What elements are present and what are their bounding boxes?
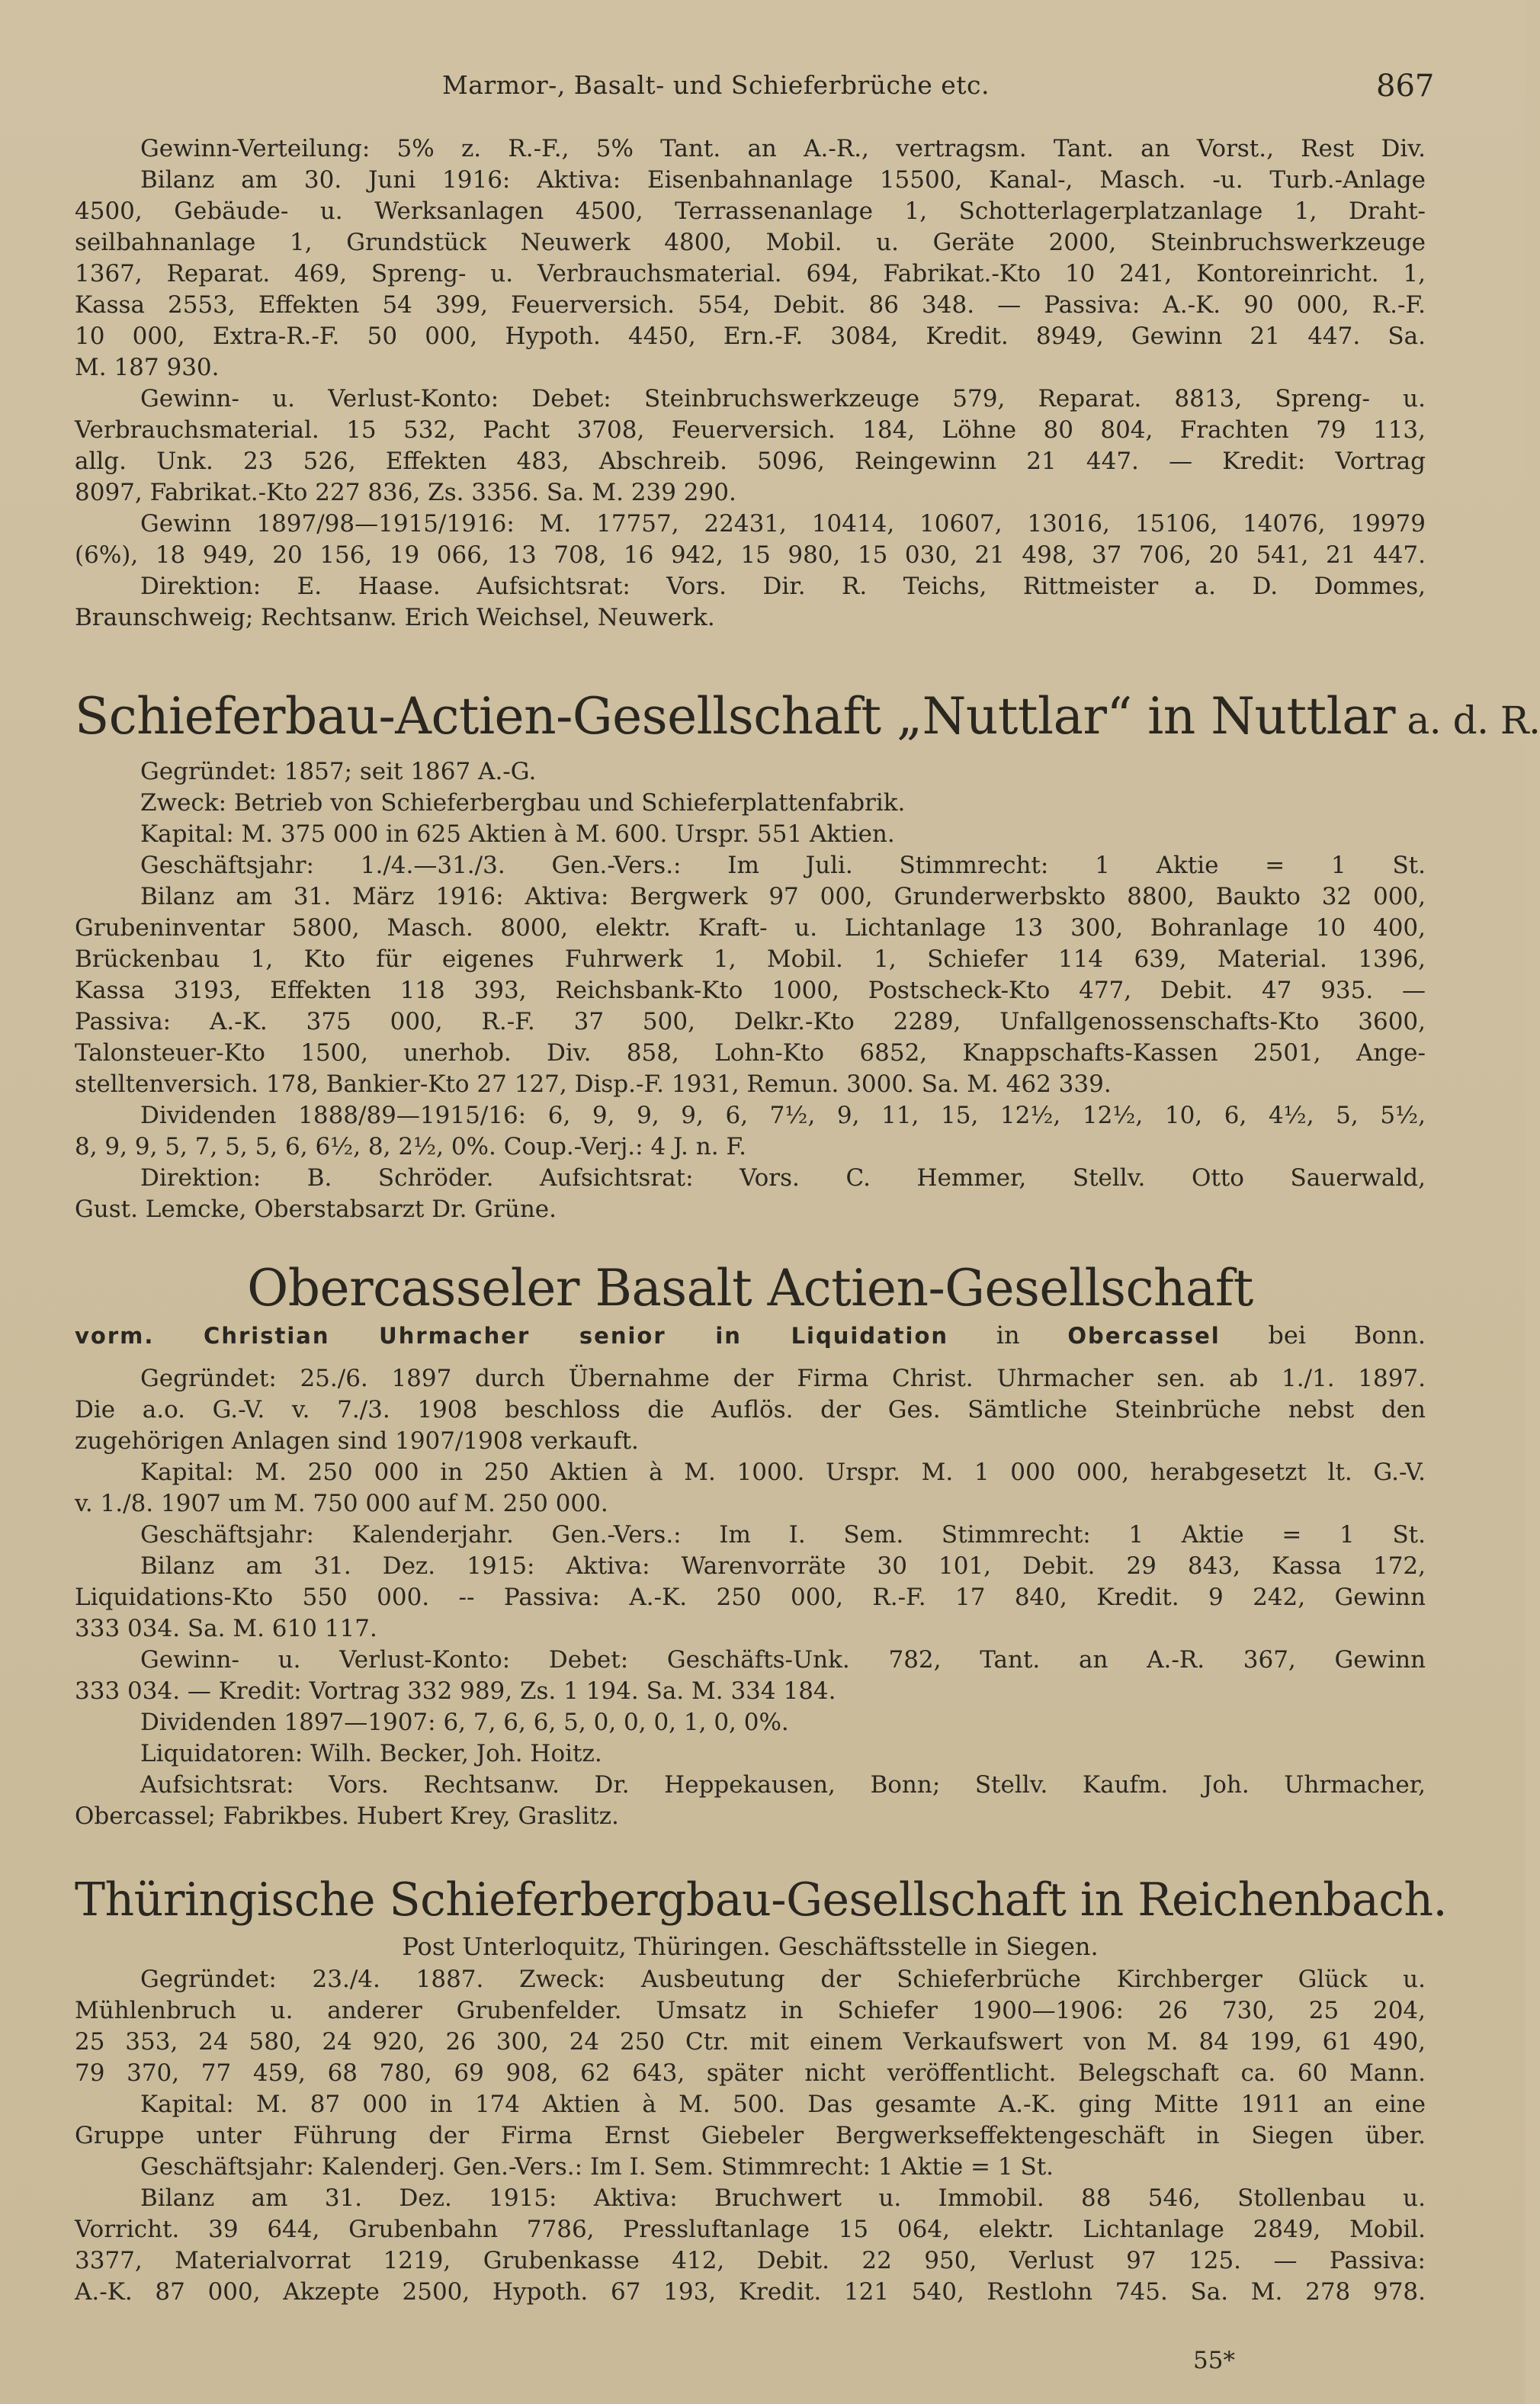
page-number: 867 — [1376, 69, 1435, 104]
text-line: Talonsteuer-Kto 1500, unerhob. Div. 858, Lohn-Kto 6852, Knappschafts-Kassen 2501, Ange- — [75, 1039, 1426, 1067]
text-line: stelltenversich. 178, Bankier-Kto 27 127, Disp.-F. 1931, Remun. 3000. Sa. M. 462 339. — [75, 1070, 1112, 1098]
signature-mark: 55* — [1193, 2347, 1235, 2374]
text-line: Gewinn- u. Verlust-Konto: Debet: Steinbruchswerkzeuge 579, Reparat. 8813, Spreng- u. — [140, 385, 1426, 412]
text-line: Geschäftsjahr: Kalenderjahr. Gen.-Vers.: Im I. Sem. Stimmrecht: 1 Aktie = 1 St. — [140, 1521, 1426, 1549]
section-continuation — [75, 133, 1426, 634]
running-header — [0, 70, 1525, 116]
text-line: zugehörigen Anlagen sind 1907/1908 verkauft. — [75, 1427, 639, 1455]
text-line: Geschäftsjahr: Kalenderj. Gen.-Vers.: Im I. Sem. Stimmrecht: 1 Aktie = 1 St. — [140, 2153, 1054, 2181]
company-title: Schieferbau-Actien-Gesellschaft „Nuttlar“ in Nuttlar a. d. R. — [75, 687, 1540, 746]
text-line: 79 370, 77 459, 68 780, 69 908, 62 643, später nicht veröffentlicht. Belegschaft ca. 60 Mann. — [75, 2059, 1426, 2087]
text-line: Gegründet: 1857; seit 1867 A.-G. — [140, 758, 537, 785]
section-nuttlar-body — [75, 756, 1426, 1225]
text-line: Vorricht. 39 644, Grubenbahn 7786, Pressluftanlage 15 064, elektr. Lichtanlage 2849, Mobil. — [75, 2216, 1426, 2243]
text-line: Die a.o. G.-V. v. 7./3. 1908 beschloss die Auflös. der Ges. Sämtliche Steinbrüche nebst den — [75, 1396, 1426, 1423]
text-line: v. 1./8. 1907 um M. 750 000 auf M. 250 000. — [75, 1490, 608, 1517]
section-obercassel-body — [75, 1363, 1426, 1832]
text-line: Dividenden 1888/89—1915/16: 6, 9, 9, 9, 6, 7½, 9, 11, 15, 12½, 12½, 10, 6, 4½, 5, 5½, — [140, 1102, 1426, 1129]
text-line: 8, 9, 9, 5, 7, 5, 5, 6, 6½, 8, 2½, 0%. Coup.-Verj.: 4 J. n. F. — [75, 1133, 746, 1160]
text-line: 1367, Reparat. 469, Spreng- u. Verbrauchsmaterial. 694, Fabrikat.-Kto 10 241, Kontoreinricht. 1, — [75, 260, 1426, 287]
text-line: Grubeninventar 5800, Masch. 8000, elektr. Kraft- u. Lichtanlage 13 300, Bohranlage 10 400, — [75, 914, 1426, 942]
text-line: Kassa 2553, Effekten 54 399, Feuerversich. 554, Debit. 86 348. — Passiva: A.-K. 90 000, R.-F. — [75, 291, 1426, 319]
text-line: Gewinn-Verteilung: 5% z. R.-F., 5% Tant. an A.-R., vertragsm. Tant. an Vorst., Rest Div. — [140, 135, 1426, 162]
text-line: Bilanz am 31. Dez. 1915: Aktiva: Warenvorräte 30 101, Debit. 29 843, Kassa 172, — [140, 1552, 1426, 1580]
text-line: 333 034. — Kredit: Vortrag 332 989, Zs. 1 194. Sa. M. 334 184. — [75, 1677, 836, 1705]
company-title: Obercasseler Basalt Actien-Gesellschaft — [247, 1259, 1253, 1318]
text-line: Passiva: A.-K. 375 000, R.-F. 37 500, Delkr.-Kto 2289, Unfallgenossenschafts-Kto 3600, — [75, 1008, 1426, 1035]
text-line: Kapital: M. 250 000 in 250 Aktien à M. 1000. Urspr. M. 1 000 000, herabgesetzt lt. G.-V. — [140, 1459, 1426, 1486]
text-line: Gewinn 1897/98—1915/1916: M. 17757, 22431, 10414, 10607, 13016, 15106, 14076, 19979 — [140, 510, 1426, 538]
text-line: A.-K. 87 000, Akzepte 2500, Hypoth. 67 193, Kredit. 121 540, Restlohn 745. Sa. M. 278 978. — [75, 2278, 1426, 2306]
text-line: allg. Unk. 23 526, Effekten 483, Abschreib. 5096, Reingewinn 21 447. — Kredit: Vortrag — [75, 448, 1426, 475]
text-line: (6%), 18 949, 20 156, 19 066, 13 708, 16 942, 15 980, 15 030, 21 498, 37 706, 20 541, 21 447. — [75, 541, 1426, 569]
text-line: Dividenden 1897—1907: 6, 7, 6, 6, 5, 0, 0, 0, 1, 0, 0%. — [140, 1709, 789, 1736]
text-line: Bilanz am 30. Juni 1916: Aktiva: Eisenbahnanlage 15500, Kanal-, Masch. -u. Turb.-Anlage — [140, 166, 1426, 194]
company-subtitle: Post Unterloquitz, Thüringen. Geschäftsstelle in Siegen. — [402, 1932, 1099, 1961]
text-line: Braunschweig; Rechtsanw. Erich Weichsel, Neuwerk. — [75, 604, 715, 631]
text-line: Liquidatoren: Wilh. Becker, Joh. Hoitz. — [140, 1740, 602, 1767]
text-line: Direktion: E. Haase. Aufsichtsrat: Vors. Dir. R. Teichs, Rittmeister a. D. Dommes, — [140, 573, 1426, 600]
text-line: Bilanz am 31. März 1916: Aktiva: Bergwerk 97 000, Grunderwerbskto 8800, Baukto 32 000, — [140, 883, 1426, 910]
text-line: Obercassel; Fabrikbes. Hubert Krey, Graslitz. — [75, 1802, 619, 1830]
text-line: Brückenbau 1, Kto für eigenes Fuhrwerk 1, Mobil. 1, Schiefer 114 639, Material. 1396, — [75, 945, 1426, 973]
text-line: 4500, Gebäude- u. Werksanlagen 4500, Terrassenanlage 1, Schotterlagerplatzanlage 1, Draht- — [75, 197, 1426, 225]
company-title: Thüringische Schieferbergbau-Gesellschaft in Reichenbach. — [75, 1873, 1448, 1927]
running-title: Marmor-, Basalt- und Schieferbrüche etc. — [442, 70, 990, 100]
text-line: Aufsichtsrat: Vors. Rechtsanw. Dr. Heppekausen, Bonn; Stellv. Kaufm. Joh. Uhrmacher, — [140, 1771, 1426, 1799]
text-line: 10 000, Extra-R.-F. 50 000, Hypoth. 4450, Ern.-F. 3084, Kredit. 8949, Gewinn 21 447. Sa. — [75, 323, 1426, 350]
text-line: seilbahnanlage 1, Grundstück Neuwerk 4800, Mobil. u. Geräte 2000, Steinbruchswerkzeuge — [75, 229, 1426, 256]
text-line: Gruppe unter Führung der Firma Ernst Giebeler Bergwerkseffektengeschäft in Siegen über. — [75, 2122, 1426, 2149]
text-line: Mühlenbruch u. anderer Grubenfelder. Umsatz in Schiefer 1900—1906: 26 730, 25 204, — [75, 1997, 1426, 2024]
text-line: Bilanz am 31. Dez. 1915: Aktiva: Bruchwert u. Immobil. 88 546, Stollenbau u. — [140, 2184, 1426, 2212]
text-line: Zweck: Betrieb von Schieferbergbau und Schieferplattenfabrik. — [140, 789, 906, 817]
text-line: 3377, Materialvorrat 1219, Grubenkasse 412, Debit. 22 950, Verlust 97 125. — Passiva: — [75, 2247, 1426, 2274]
company-subtitle: vorm. Christian Uhrmacher senior in Liquidation in Obercassel bei Bonn. — [75, 1321, 1426, 1350]
text-line: Gegründet: 23./4. 1887. Zweck: Ausbeutung der Schieferbrüche Kirchberger Glück u. — [140, 1966, 1426, 1993]
text-line: Gust. Lemcke, Oberstabsarzt Dr. Grüne. — [75, 1196, 557, 1223]
text-line: Gegründet: 25./6. 1897 durch Übernahme der Firma Christ. Uhrmacher sen. ab 1./1. 1897. — [140, 1365, 1426, 1392]
text-line: Geschäftsjahr: 1./4.—31./3. Gen.-Vers.: Im Juli. Stimmrecht: 1 Aktie = 1 St. — [140, 852, 1426, 879]
section-reichenbach-body — [75, 1964, 1426, 2308]
text-line: Gewinn- u. Verlust-Konto: Debet: Geschäfts-Unk. 782, Tant. an A.-R. 367, Gewinn — [140, 1646, 1426, 1674]
section-obercassel — [75, 1258, 1426, 1352]
text-line: Kassa 3193, Effekten 118 393, Reichsbank-Kto 1000, Postscheck-Kto 477, Debit. 47 935. — — [75, 977, 1426, 1004]
text-line: Kapital: M. 87 000 in 174 Aktien à M. 500. Das gesamte A.-K. ging Mitte 1911 an eine — [140, 2091, 1426, 2118]
text-line: Liquidations-Kto 550 000. -- Passiva: A.-K. 250 000, R.-F. 17 840, Kredit. 9 242, Gewinn — [75, 1584, 1426, 1611]
text-line: 25 353, 24 580, 24 920, 26 300, 24 250 Ctr. mit einem Verkaufswert von M. 84 199, 61 490, — [75, 2028, 1426, 2056]
text-line: Direktion: B. Schröder. Aufsichtsrat: Vors. C. Hemmer, Stellv. Otto Sauerwald, — [140, 1164, 1426, 1192]
text-line: 8097, Fabrikat.-Kto 227 836, Zs. 3356. Sa. M. 239 290. — [75, 479, 736, 506]
text-line: 333 034. Sa. M. 610 117. — [75, 1615, 377, 1642]
section-reichenbach — [75, 1870, 1448, 1963]
section-nuttlar — [75, 686, 1540, 751]
text-line: Verbrauchsmaterial. 15 532, Pacht 3708, Feuerversich. 184, Löhne 80 804, Frachten 79 113, — [75, 416, 1426, 444]
text-line: M. 187 930. — [75, 354, 220, 381]
text-line: Kapital: M. 375 000 in 625 Aktien à M. 600. Urspr. 551 Aktien. — [140, 820, 895, 848]
